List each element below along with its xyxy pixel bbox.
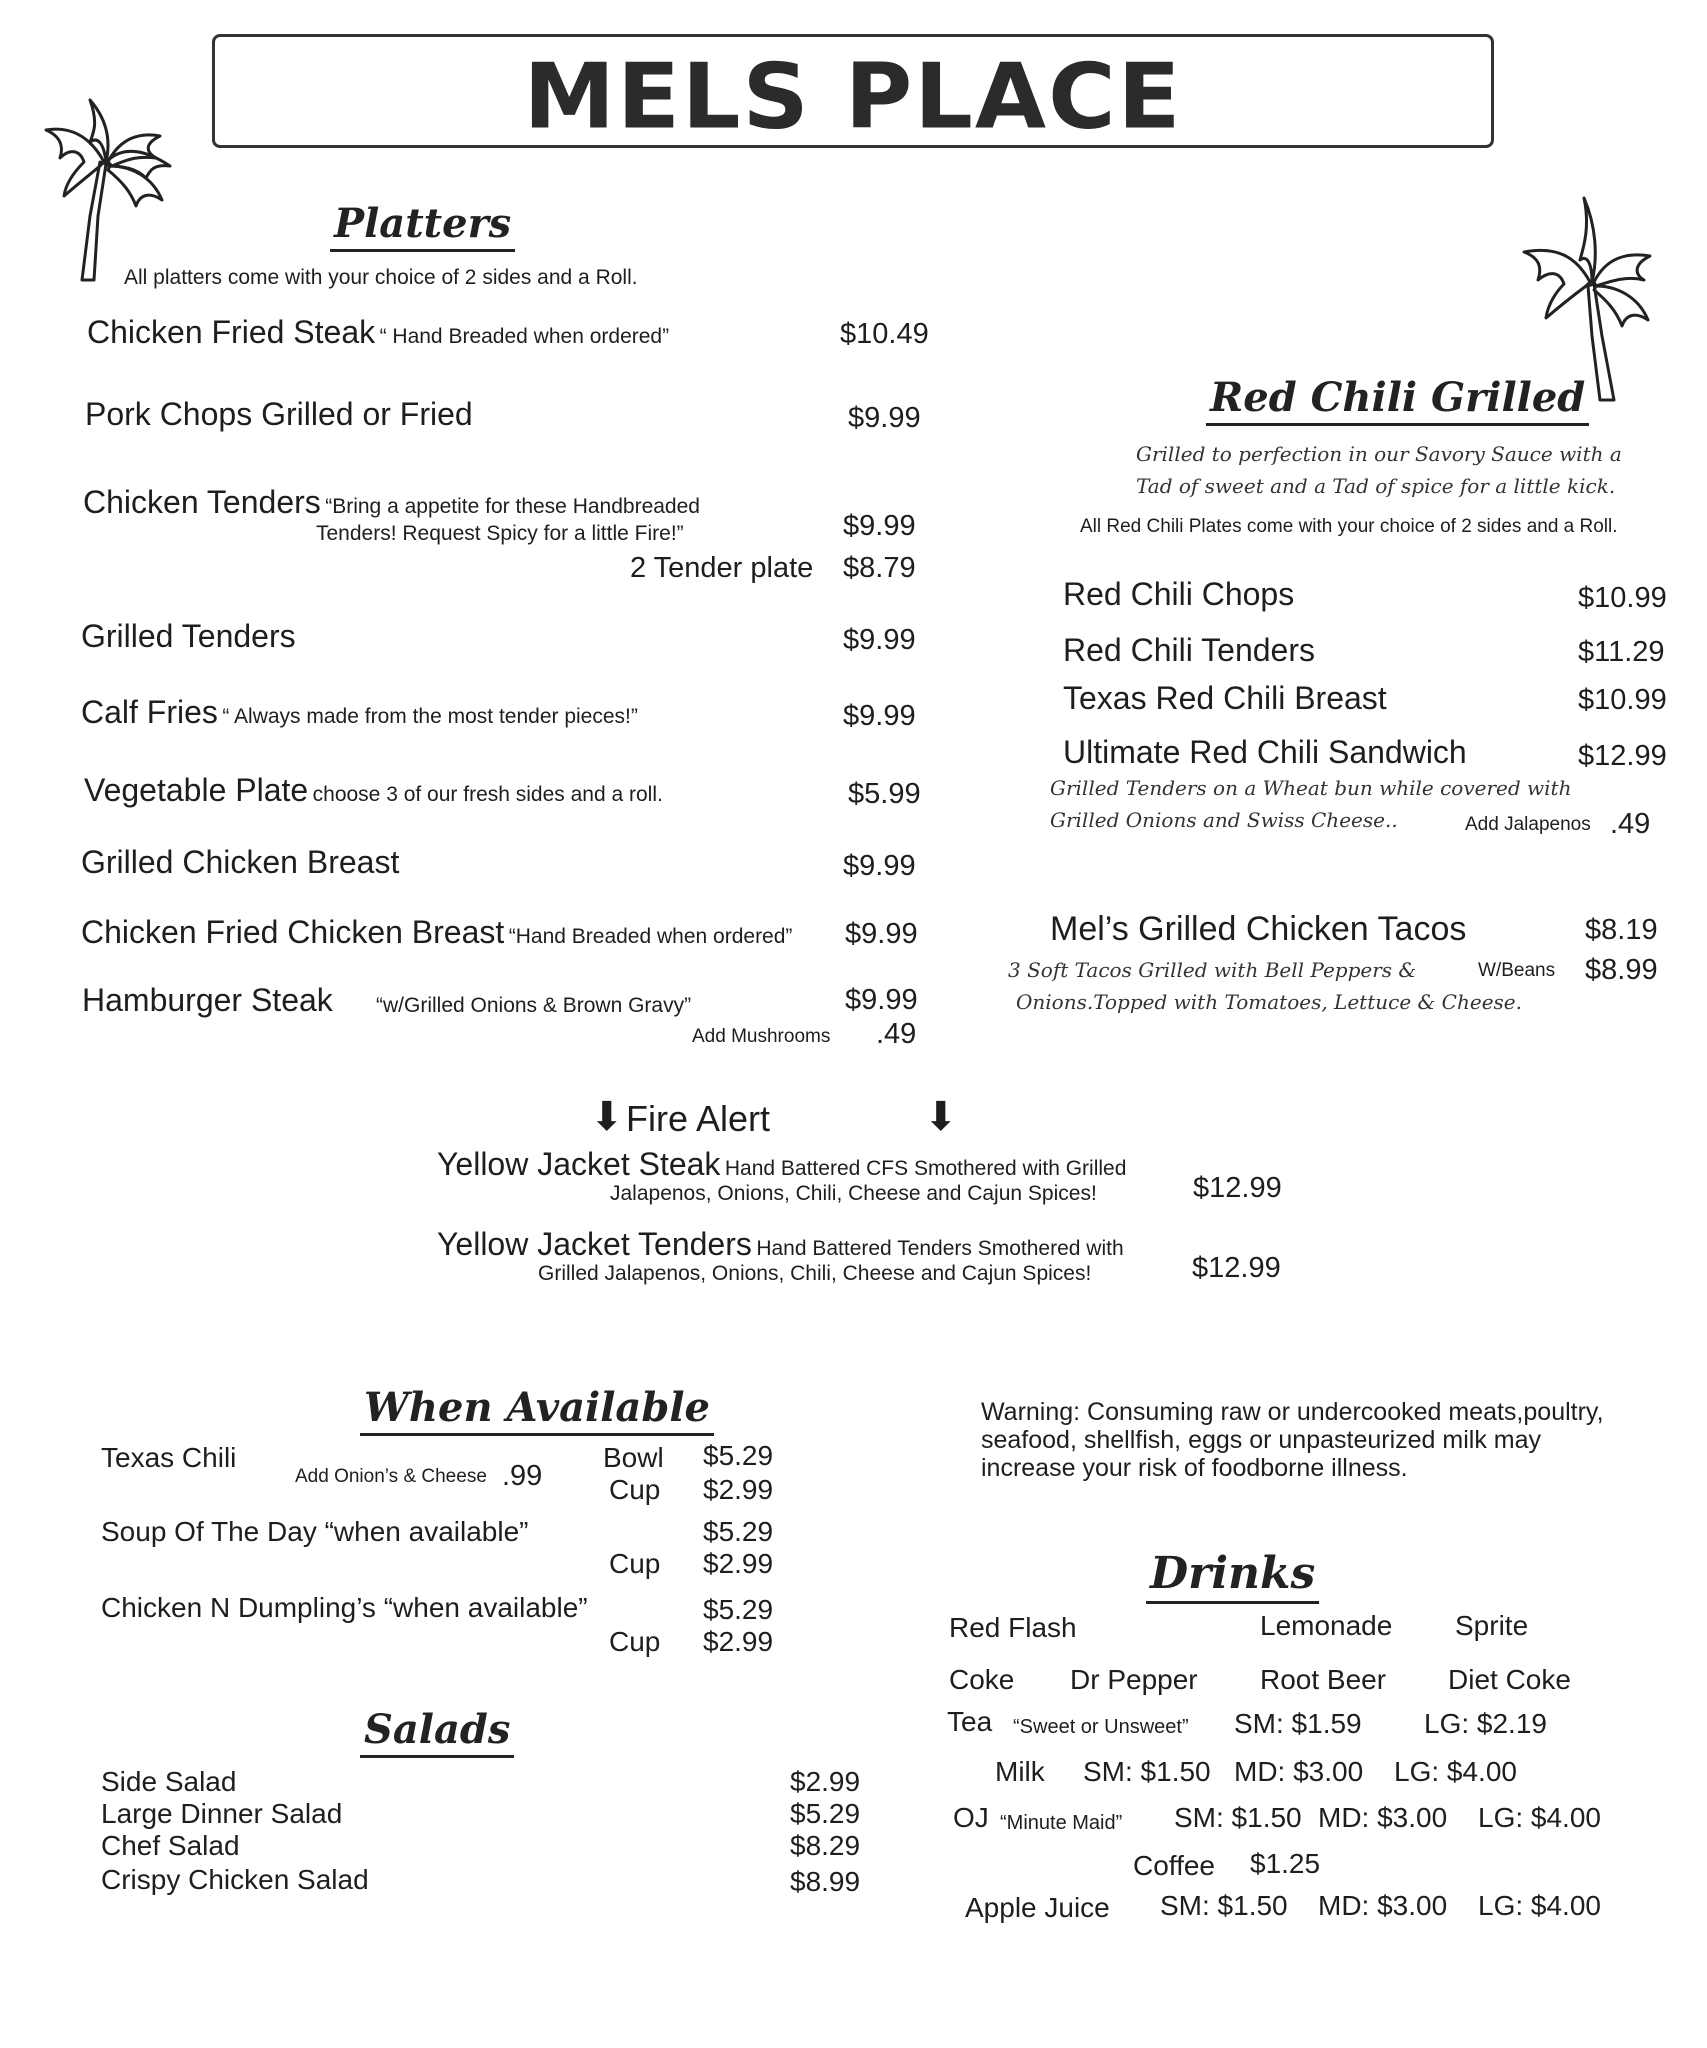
oj-md: MD: $3.00 bbox=[1318, 1802, 1448, 1833]
item-name: Red Chili Chops bbox=[1063, 576, 1295, 612]
platter-item bbox=[81, 914, 792, 951]
item-price: $9.99 bbox=[843, 850, 916, 882]
salad-name: Chef Salad bbox=[101, 1830, 240, 1861]
platters-heading: Platters bbox=[330, 200, 515, 252]
drink-item: Sprite bbox=[1455, 1610, 1529, 1641]
warning-line-1: Warning: Consuming raw or undercooked meats,poultry, bbox=[981, 1398, 1604, 1426]
cup-price: $2.99 bbox=[703, 1626, 774, 1657]
sandwich-note-2: Grilled Onions and Swiss Cheese.. bbox=[1050, 808, 1398, 832]
item-name: Texas Red Chili Breast bbox=[1063, 680, 1387, 716]
item-note: “ Hand Breaded when ordered” bbox=[379, 325, 670, 348]
item-name: Grilled Tenders bbox=[81, 618, 296, 654]
title-box bbox=[212, 34, 1494, 148]
sub-item-price: $8.79 bbox=[843, 552, 916, 584]
oj-sm: SM: $1.50 bbox=[1174, 1802, 1302, 1833]
salad-price: $8.99 bbox=[790, 1866, 861, 1897]
item-price: $12.99 bbox=[1193, 1172, 1282, 1204]
addon-price: .49 bbox=[876, 1018, 917, 1050]
item-name: Yellow Jacket Tenders bbox=[437, 1226, 752, 1262]
oj-note: “Minute Maid” bbox=[1000, 1812, 1123, 1834]
chili-addon-price: .99 bbox=[502, 1460, 543, 1492]
arrow-down-icon: ⬇ bbox=[924, 1095, 958, 1139]
item-name: Grilled Chicken Breast bbox=[81, 844, 400, 880]
item-note-2: Grilled Jalapenos, Onions, Chili, Cheese and Cajun Spices! bbox=[538, 1262, 1092, 1285]
cup-label: Cup bbox=[609, 1626, 661, 1657]
bowl-price: $5.29 bbox=[703, 1440, 774, 1471]
milk-lg: LG: $4.00 bbox=[1394, 1756, 1517, 1787]
fire-alert-heading: Fire Alert bbox=[626, 1098, 771, 1139]
dumpling-name: Chicken N Dumpling’s “when available” bbox=[101, 1592, 588, 1623]
item-name: Calf Fries bbox=[81, 694, 218, 730]
drink-item: Dr Pepper bbox=[1070, 1664, 1198, 1695]
item-note: Hand Battered CFS Smothered with Grilled bbox=[724, 1157, 1127, 1180]
platter-item bbox=[84, 772, 663, 809]
tea-label: Tea bbox=[947, 1706, 993, 1737]
drink-item: Lemonade bbox=[1260, 1610, 1393, 1641]
oj-lg: LG: $4.00 bbox=[1478, 1802, 1601, 1833]
addon-label: Add Mushrooms bbox=[692, 1026, 831, 1047]
item-name: Chicken Tenders bbox=[83, 484, 321, 520]
item-note: “Bring a appetite for these Handbreaded bbox=[325, 495, 700, 518]
item-name: Ultimate Red Chili Sandwich bbox=[1063, 734, 1467, 770]
apple-sm: SM: $1.50 bbox=[1160, 1890, 1288, 1921]
chili-addon-label: Add Onion’s & Cheese bbox=[295, 1466, 487, 1487]
drink-item: Root Beer bbox=[1260, 1664, 1387, 1695]
tea-lg: LG: $2.19 bbox=[1424, 1708, 1547, 1739]
milk-sm: SM: $1.50 bbox=[1083, 1756, 1211, 1787]
item-price: $10.49 bbox=[840, 318, 929, 350]
drink-item: Diet Coke bbox=[1448, 1664, 1571, 1695]
fire-item bbox=[437, 1226, 1124, 1263]
item-price: $11.29 bbox=[1578, 636, 1665, 668]
item-price: $9.99 bbox=[845, 984, 918, 1016]
palm-tree-right-icon bbox=[1500, 186, 1670, 406]
tacos-note-1: 3 Soft Tacos Grilled with Bell Peppers & bbox=[1008, 958, 1417, 982]
item-name: Chicken Fried Steak bbox=[87, 314, 376, 350]
item-note: “Hand Breaded when ordered” bbox=[508, 925, 793, 948]
item-note: “w/Grilled Onions & Brown Gravy” bbox=[376, 994, 692, 1017]
cup-price: $2.99 bbox=[703, 1474, 774, 1505]
arrow-down-icon: ⬇ bbox=[590, 1095, 624, 1139]
salad-name: Large Dinner Salad bbox=[101, 1798, 343, 1829]
item-note: choose 3 of our fresh sides and a roll. bbox=[312, 783, 663, 806]
item-note: “ Always made from the most tender pieces!” bbox=[222, 705, 638, 728]
soup-name: Soup Of The Day “when available” bbox=[101, 1516, 529, 1547]
drink-item: Coke bbox=[949, 1664, 1015, 1695]
item-price: $12.99 bbox=[1578, 740, 1667, 772]
item-name: Yellow Jacket Steak bbox=[437, 1146, 721, 1182]
item-name: Red Chili Tenders bbox=[1063, 632, 1315, 668]
cup-price: $2.99 bbox=[703, 1548, 774, 1579]
restaurant-title: MELS PLACE bbox=[523, 44, 1183, 149]
milk-md: MD: $3.00 bbox=[1234, 1756, 1364, 1787]
item-note: Hand Battered Tenders Smothered with bbox=[756, 1237, 1124, 1260]
salad-price: $8.29 bbox=[790, 1830, 861, 1861]
item-note-2: Jalapenos, Onions, Chili, Cheese and Cajun Spices! bbox=[610, 1182, 1097, 1205]
tacos-name: Mel’s Grilled Chicken Tacos bbox=[1050, 910, 1467, 948]
bowl-price: $5.29 bbox=[703, 1516, 774, 1547]
red-chili-desc-1: Grilled to perfection in our Savory Sauce with a bbox=[1136, 442, 1622, 466]
platter-item bbox=[87, 314, 669, 351]
oj-label: OJ bbox=[953, 1802, 989, 1833]
item-name: Chicken Fried Chicken Breast bbox=[81, 914, 505, 950]
red-chili-heading: Red Chili Grilled bbox=[1206, 374, 1589, 426]
warning-line-3: increase your risk of foodborne illness. bbox=[981, 1454, 1408, 1482]
item-price: $9.99 bbox=[843, 624, 916, 656]
bowl-price: $5.29 bbox=[703, 1594, 774, 1625]
bowl-label: Bowl bbox=[603, 1442, 664, 1473]
apple-md: MD: $3.00 bbox=[1318, 1890, 1448, 1921]
addon-label: Add Jalapenos bbox=[1465, 814, 1591, 835]
tacos-note-2: Onions.Topped with Tomatoes, Lettuce & Cheese. bbox=[1016, 990, 1522, 1014]
item-price: $9.99 bbox=[843, 700, 916, 732]
cup-label: Cup bbox=[609, 1474, 661, 1505]
item-name: Pork Chops Grilled or Fried bbox=[85, 396, 473, 432]
drink-item: Red Flash bbox=[949, 1612, 1077, 1643]
tea-sm: SM: $1.59 bbox=[1234, 1708, 1362, 1739]
item-price: $10.99 bbox=[1578, 684, 1667, 716]
salad-name: Side Salad bbox=[101, 1766, 237, 1797]
apple-label: Apple Juice bbox=[965, 1892, 1110, 1923]
coffee-price: $1.25 bbox=[1250, 1848, 1321, 1879]
platter-item bbox=[81, 694, 638, 731]
milk-label: Milk bbox=[995, 1756, 1045, 1787]
palm-tree-left-icon bbox=[20, 66, 190, 286]
cup-label: Cup bbox=[609, 1548, 661, 1579]
chili-name: Texas Chili bbox=[101, 1442, 237, 1473]
red-chili-intro: All Red Chili Plates come with your choice of 2 sides and a Roll. bbox=[1080, 516, 1618, 537]
item-price: $9.99 bbox=[845, 918, 918, 950]
salad-price: $2.99 bbox=[790, 1766, 861, 1797]
item-price: $5.99 bbox=[848, 778, 921, 810]
sub-item-label: 2 Tender plate bbox=[630, 552, 814, 584]
item-name: Hamburger Steak bbox=[82, 982, 333, 1018]
warning-line-2: seafood, shellfish, eggs or unpasteurized milk may bbox=[981, 1426, 1542, 1454]
red-chili-desc-2: Tad of sweet and a Tad of spice for a little kick. bbox=[1136, 474, 1616, 498]
beans-price: $8.99 bbox=[1585, 954, 1658, 986]
fire-item bbox=[437, 1146, 1126, 1183]
item-price: $12.99 bbox=[1192, 1252, 1281, 1284]
apple-lg: LG: $4.00 bbox=[1478, 1890, 1601, 1921]
tacos-price: $8.19 bbox=[1585, 914, 1658, 946]
salad-name: Crispy Chicken Salad bbox=[101, 1864, 369, 1895]
item-price: $10.99 bbox=[1578, 582, 1667, 614]
tea-note: “Sweet or Unsweet” bbox=[1013, 1716, 1189, 1738]
addon-price: .49 bbox=[1610, 808, 1651, 840]
coffee-label: Coffee bbox=[1133, 1850, 1215, 1881]
item-price: $9.99 bbox=[843, 510, 916, 542]
when-available-heading: When Available bbox=[360, 1384, 714, 1436]
sandwich-note-1: Grilled Tenders on a Wheat bun while covered with bbox=[1050, 776, 1572, 800]
platters-intro: All platters come with your choice of 2 sides and a Roll. bbox=[124, 266, 638, 289]
item-name: Vegetable Plate bbox=[84, 772, 309, 808]
beans-label: W/Beans bbox=[1478, 960, 1556, 981]
salads-heading: Salads bbox=[360, 1706, 514, 1758]
platter-item bbox=[83, 484, 700, 521]
salad-price: $5.29 bbox=[790, 1798, 861, 1829]
drinks-heading: Drinks bbox=[1146, 1548, 1319, 1604]
item-note-2: Tenders! Request Spicy for a little Fire!” bbox=[316, 522, 684, 545]
item-price: $9.99 bbox=[848, 402, 921, 434]
